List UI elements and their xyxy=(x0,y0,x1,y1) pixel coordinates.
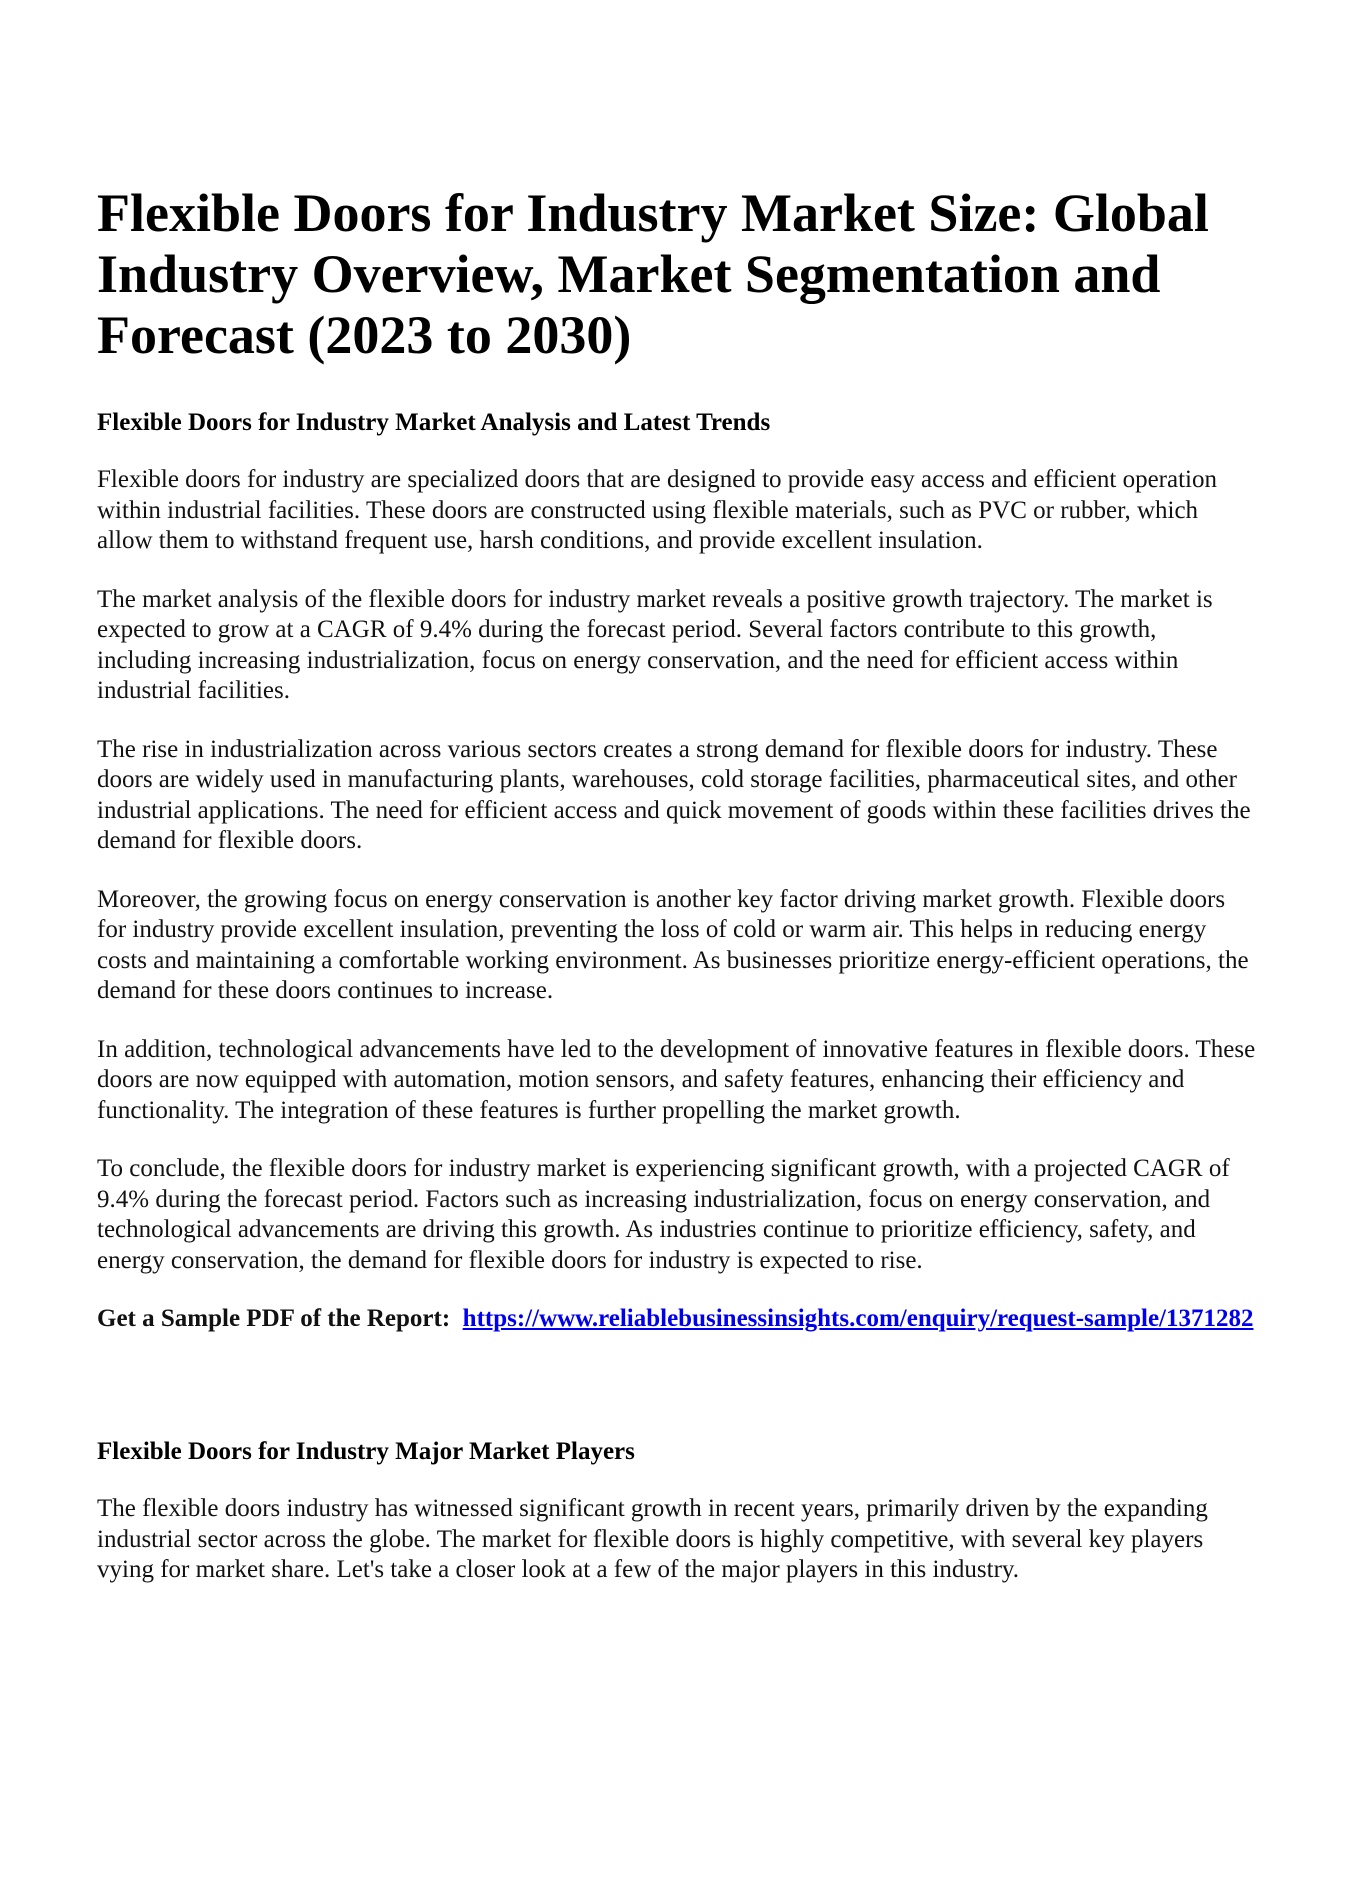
spacer xyxy=(97,1334,1257,1437)
paragraph: The flexible doors industry has witnessed significant growth in recent years, primarily driven by the expanding industrial sector across the globe. The market for flexible doors is highly competitive, with several key players vying for market share. Let's take a closer look at a few of the major players in this industry. xyxy=(97,1495,1208,1583)
paragraph: To conclude, the flexible doors for industry market is experiencing significant growth, with a projected CAGR of 9.4% during the forecast period. Factors such as increasing industrialization, focus on energy conservation, and technological advancements are driving this growth. As industries continue to prioritize efficiency, safety, and energy conservation, the demand for flexible doors for industry is expected to rise. xyxy=(97,1155,1230,1274)
paragraph: In addition, technological advancements have led to the development of innovative features in flexible doors. These doors are now equipped with automation, motion sensors, and safety features, enhancing their efficiency and functionality. The integration of these features is further propelling the market growth. xyxy=(97,1035,1256,1124)
paragraph: Flexible doors for industry are specialized doors that are designed to provide easy access and efficient operation within industrial facilities. These doors are constructed using flexible materials, such as PVC or rubber, which allow them to withstand frequent use, harsh conditions, and provide excellent insulation. xyxy=(97,466,1217,554)
document-page xyxy=(97,183,1257,1614)
paragraph: The rise in industrialization across various sectors creates a strong demand for flexible doors for industry. These doors are widely used in manufacturing plants, warehouses, cold storage facilities, pharmaceutical sites, and other industrial applications. The need for efficient access and quick movement of goods within these facilities drives the demand for flexible doors. xyxy=(97,735,1251,854)
section-heading-players: Flexible Doors for Industry Major Market Players xyxy=(97,1438,635,1465)
sample-pdf-line xyxy=(97,1304,1257,1334)
sample-pdf-label: Get a Sample PDF of the Report: xyxy=(97,1305,451,1332)
sample-pdf-link[interactable]: https://www.reliablebusinessinsights.com/enquiry/request-sample/1371282 xyxy=(462,1305,1254,1332)
paragraph: The market analysis of the flexible doors for industry market reveals a positive growth trajectory. The market is expected to grow at a CAGR of 9.4% during the forecast period. Several factors contribute to this growth, including increasing industrialization, focus on energy conservation, and the need for efficient access within industrial facilities. xyxy=(97,585,1213,704)
paragraph: Moreover, the growing focus on energy conservation is another key factor driving market growth. Flexible doors for industry provide excellent insulation, preventing the loss of cold or warm air. This helps in reducing energy costs and maintaining a comfortable working environment. As businesses prioritize energy-efficient operations, the demand for these doors continues to increase. xyxy=(97,885,1249,1004)
section-heading-analysis: Flexible Doors for Industry Market Analysis and Latest Trends xyxy=(97,409,771,436)
page-title: Flexible Doors for Industry Market Size: Global Industry Overview, Market Segmentation and Forecast (2023 to 2030) xyxy=(97,183,1209,365)
